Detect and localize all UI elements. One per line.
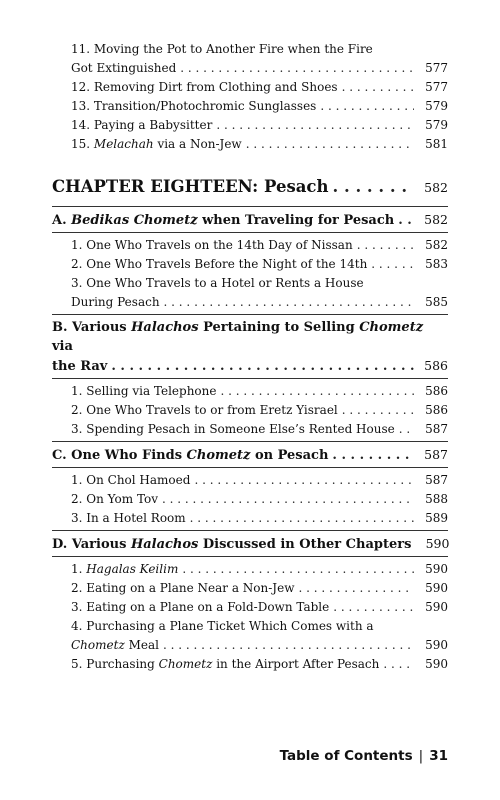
toc-entry-page: 583 bbox=[425, 257, 448, 271]
leader-dots bbox=[371, 255, 414, 274]
section-heading-b[interactable] bbox=[52, 318, 448, 376]
section-title-line2: the Rav bbox=[52, 359, 108, 374]
section-divider bbox=[52, 206, 448, 207]
toc-entry-page: 590 bbox=[425, 562, 448, 576]
toc-entry-label: 15. Melachah via a Non-Jew bbox=[71, 137, 242, 151]
toc-entry-label: 2. On Yom Tov bbox=[71, 492, 159, 506]
toc-entry-label: 1. Hagalas Keilim bbox=[71, 562, 179, 576]
section-title: A. Bedikas Chometz when Traveling for Pesach bbox=[52, 213, 395, 228]
section-title: C. One Who Finds Chometz on Pesach bbox=[52, 448, 329, 463]
section-title: D. Various Halachos Discussed in Other Chapters bbox=[52, 537, 412, 552]
leader-dots bbox=[399, 420, 414, 439]
toc-entry[interactable] bbox=[52, 116, 448, 135]
toc-entry-label-line1: 3. One Who Travels to a Hotel or Rents a House bbox=[71, 276, 364, 290]
chapter-page: 582 bbox=[424, 180, 448, 195]
toc-entry-label-line1: 11. Moving the Pot to Another Fire when the Fire bbox=[71, 42, 373, 56]
section-title-line1: B. Various Halachos Pertaining to Selling Chometz via bbox=[52, 320, 424, 354]
leader-dots bbox=[182, 560, 414, 579]
toc-entry[interactable] bbox=[52, 655, 448, 674]
toc-entry-page: 590 bbox=[425, 638, 448, 652]
leader-dots bbox=[320, 97, 414, 116]
toc-entry-label-line2: During Pesach bbox=[71, 295, 160, 309]
section-divider bbox=[52, 530, 448, 531]
leader-dots bbox=[383, 655, 414, 674]
toc-entry-page: 588 bbox=[425, 492, 448, 506]
section-page: 590 bbox=[425, 536, 450, 551]
toc-entry-label: 3. In a Hotel Room bbox=[71, 511, 186, 525]
toc-entry[interactable] bbox=[52, 135, 448, 154]
toc-entry[interactable] bbox=[52, 579, 448, 598]
toc-entry[interactable] bbox=[52, 401, 448, 420]
toc-entry[interactable] bbox=[52, 490, 448, 509]
toc-entry-page: 586 bbox=[425, 384, 448, 398]
section-heading-c[interactable] bbox=[52, 445, 448, 465]
section-divider bbox=[52, 378, 448, 379]
toc-entry[interactable] bbox=[52, 598, 448, 617]
section-page: 587 bbox=[424, 447, 448, 462]
leader-dots bbox=[357, 236, 414, 255]
toc-entry-label: 1. Selling via Telephone bbox=[71, 384, 217, 398]
toc-entry-page: 581 bbox=[425, 137, 448, 151]
toc-entry[interactable] bbox=[52, 509, 448, 528]
toc-entry-page: 589 bbox=[425, 511, 448, 525]
page-number: 31 bbox=[429, 748, 448, 764]
toc-entry-label: 1. One Who Travels on the 14th Day of Nissan bbox=[71, 238, 353, 252]
toc-entry[interactable] bbox=[52, 382, 448, 401]
section-divider bbox=[52, 232, 448, 233]
section-heading-d[interactable] bbox=[52, 534, 448, 554]
leader-dots bbox=[163, 636, 414, 655]
leader-dots bbox=[333, 598, 414, 617]
toc-entry-page: 577 bbox=[425, 80, 448, 94]
chapter-heading[interactable] bbox=[52, 176, 448, 199]
leader-dots bbox=[180, 59, 414, 78]
toc-entry-label: 14. Paying a Babysitter bbox=[71, 118, 213, 132]
page-footer bbox=[280, 748, 448, 764]
toc-entry-page: 590 bbox=[425, 581, 448, 595]
leader-dots bbox=[332, 446, 414, 465]
section-divider bbox=[52, 556, 448, 557]
toc-entry-label: 12. Removing Dirt from Clothing and Shoes bbox=[71, 80, 338, 94]
leader-dots bbox=[111, 357, 414, 376]
leader-dots bbox=[342, 401, 414, 420]
toc-entry-page: 582 bbox=[425, 238, 448, 252]
toc-entry-page: 587 bbox=[425, 422, 448, 436]
leader-dots bbox=[398, 211, 414, 230]
leader-dots bbox=[216, 116, 414, 135]
toc-entry-page: 590 bbox=[425, 600, 448, 614]
leader-dots bbox=[342, 78, 414, 97]
toc-entry-label: 13. Transition/Photochromic Sunglasses bbox=[71, 99, 317, 113]
toc-entry-page: 579 bbox=[425, 118, 448, 132]
section-divider bbox=[52, 314, 448, 315]
table-of-contents bbox=[52, 40, 448, 674]
toc-entry[interactable] bbox=[52, 78, 448, 97]
footer-separator: | bbox=[418, 748, 424, 764]
toc-entry-label: 5. Purchasing Chometz in the Airport After Pesach bbox=[71, 657, 380, 671]
section-heading-a[interactable] bbox=[52, 210, 448, 230]
toc-entry[interactable] bbox=[52, 617, 448, 655]
toc-entry-page: 585 bbox=[425, 295, 448, 309]
toc-entry-label-line2: Got Extinguished bbox=[71, 61, 177, 75]
toc-entry-label: 2. One Who Travels Before the Night of the 14th bbox=[71, 257, 368, 271]
leader-dots bbox=[246, 135, 414, 154]
leader-dots bbox=[190, 509, 414, 528]
toc-entry[interactable] bbox=[52, 420, 448, 439]
section-divider bbox=[52, 441, 448, 442]
toc-entry[interactable] bbox=[52, 255, 448, 274]
toc-entry-label: 1. On Chol Hamoed bbox=[71, 473, 191, 487]
toc-entry-label: 2. Eating on a Plane Near a Non-Jew bbox=[71, 581, 295, 595]
toc-entry-page: 586 bbox=[425, 403, 448, 417]
leader-dots bbox=[162, 490, 414, 509]
toc-entry-page: 590 bbox=[425, 657, 448, 671]
toc-entry-label: 2. One Who Travels to or from Eretz Yisrael bbox=[71, 403, 338, 417]
section-page: 582 bbox=[424, 212, 448, 227]
section-divider bbox=[52, 467, 448, 468]
toc-entry-page: 579 bbox=[425, 99, 448, 113]
toc-entry-label: 3. Spending Pesach in Someone Else’s Rented House bbox=[71, 422, 395, 436]
section-page: 586 bbox=[424, 358, 448, 373]
toc-entry-page: 587 bbox=[425, 473, 448, 487]
toc-entry[interactable] bbox=[52, 274, 448, 312]
toc-entry-page: 577 bbox=[425, 61, 448, 75]
toc-entry-label-line2: Chometz Meal bbox=[71, 638, 159, 652]
toc-entry[interactable] bbox=[52, 40, 448, 78]
leader-dots bbox=[164, 293, 414, 312]
toc-entry[interactable] bbox=[52, 471, 448, 490]
leader-dots bbox=[221, 382, 415, 401]
leader-dots bbox=[194, 471, 414, 490]
toc-entry[interactable] bbox=[52, 236, 448, 255]
running-title: Table of Contents bbox=[279, 748, 413, 764]
toc-entry[interactable] bbox=[52, 97, 448, 116]
toc-entry[interactable] bbox=[52, 560, 448, 579]
toc-entry-label: 3. Eating on a Plane on a Fold-Down Table bbox=[71, 600, 330, 614]
chapter-title: CHAPTER EIGHTEEN: Pesach bbox=[52, 177, 329, 196]
leader-dots bbox=[332, 176, 414, 198]
toc-entry-label-line1: 4. Purchasing a Plane Ticket Which Comes with a bbox=[71, 619, 374, 633]
leader-dots bbox=[298, 579, 414, 598]
